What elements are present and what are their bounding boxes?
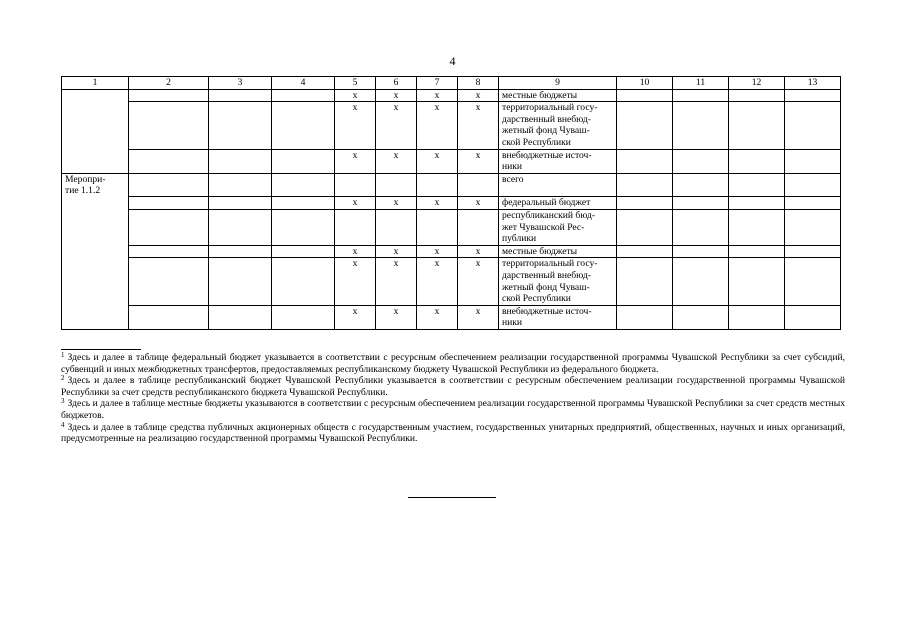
empty-cell: [129, 149, 209, 173]
footnote-3: [61, 398, 845, 421]
empty-cell: [272, 305, 335, 329]
value-cell: [673, 149, 729, 173]
value-cell: [729, 305, 785, 329]
value-cell: [673, 305, 729, 329]
value-cell: [617, 173, 673, 197]
empty-cell: [209, 102, 272, 149]
empty-cell: [129, 245, 209, 258]
value-cell: [729, 102, 785, 149]
table-row: [62, 245, 841, 258]
event-cell: [62, 102, 129, 149]
empty-cell: [129, 258, 209, 305]
value-cell: [785, 258, 841, 305]
funding-source-cell: федеральный бюджет: [499, 197, 617, 210]
footnote-mark: 1: [61, 351, 65, 359]
value-cell: [673, 245, 729, 258]
value-cell: [729, 197, 785, 210]
value-cell: [729, 173, 785, 197]
value-cell: [673, 102, 729, 149]
footnote-4: [61, 422, 845, 445]
header-col-4: 4: [272, 77, 335, 90]
header-col-11: 11: [673, 77, 729, 90]
empty-cell: [272, 258, 335, 305]
x-cell: x: [335, 245, 376, 258]
event-cell: [62, 245, 129, 258]
value-cell: [673, 89, 729, 102]
header-col-6: 6: [376, 77, 417, 90]
x-cell: x: [458, 197, 499, 210]
x-cell: x: [417, 197, 458, 210]
footnote-text: Здесь и далее в таблице местные бюджеты указываются в соответствии с ресурсным обеспечением реализации государственной программы Чувашской Республики за счет средств местных бюджетов.: [61, 398, 845, 421]
value-cell: [617, 210, 673, 246]
x-cell: x: [458, 245, 499, 258]
value-cell: [785, 173, 841, 197]
event-cell: [62, 149, 129, 173]
value-cell: [617, 89, 673, 102]
x-cell: x: [376, 245, 417, 258]
table-row: [62, 102, 841, 149]
event-cell: [62, 305, 129, 329]
x-cell: x: [458, 305, 499, 329]
table-row: [62, 258, 841, 305]
header-col-5: 5: [335, 77, 376, 90]
value-cell: [785, 89, 841, 102]
footnote-2: [61, 375, 845, 398]
x-cell: x: [458, 149, 499, 173]
x-cell: x: [417, 305, 458, 329]
footnote-mark: 3: [61, 397, 65, 406]
header-col-13: 13: [785, 77, 841, 90]
footnote-text: Здесь и далее в таблице республиканский бюджет Чувашской Республики указывается в соответствии с ресурсным обеспечением реализации государственной программы Чувашской Республики за счет средств республиканского бюджета Чувашской Республики.: [61, 375, 845, 398]
value-cell: [673, 258, 729, 305]
header-col-3: 3: [209, 77, 272, 90]
value-cell: [617, 102, 673, 149]
funding-source-cell: территориальный госу- дарственный внебюд- жетный фонд Чуваш- ской Республики: [499, 102, 617, 149]
header-col-1: 1: [62, 77, 129, 90]
x-cell: [335, 173, 376, 197]
header-col-10: 10: [617, 77, 673, 90]
x-cell: x: [417, 149, 458, 173]
empty-cell: [129, 89, 209, 102]
event-cell: [62, 210, 129, 246]
empty-cell: [129, 305, 209, 329]
value-cell: [729, 258, 785, 305]
value-cell: [785, 102, 841, 149]
value-cell: [673, 197, 729, 210]
value-cell: [673, 210, 729, 246]
value-cell: [729, 149, 785, 173]
footnotes: [61, 352, 845, 445]
funding-source-cell: местные бюджеты: [499, 89, 617, 102]
header-col-8: 8: [458, 77, 499, 90]
table-row: [62, 173, 841, 197]
value-cell: [729, 245, 785, 258]
event-cell: [62, 89, 129, 102]
empty-cell: [272, 210, 335, 246]
x-cell: x: [376, 89, 417, 102]
empty-cell: [272, 245, 335, 258]
header-col-2: 2: [129, 77, 209, 90]
empty-cell: [129, 102, 209, 149]
x-cell: x: [335, 102, 376, 149]
x-cell: [376, 210, 417, 246]
value-cell: [673, 173, 729, 197]
event-cell: [62, 197, 129, 210]
value-cell: [729, 89, 785, 102]
empty-cell: [272, 197, 335, 210]
value-cell: [785, 197, 841, 210]
empty-cell: [272, 89, 335, 102]
value-cell: [785, 245, 841, 258]
empty-cell: [209, 89, 272, 102]
footnote-mark: 4: [61, 420, 65, 429]
x-cell: x: [376, 197, 417, 210]
x-cell: [458, 173, 499, 197]
x-cell: [417, 173, 458, 197]
budget-table: [61, 76, 841, 330]
empty-cell: [129, 197, 209, 210]
x-cell: x: [335, 89, 376, 102]
empty-cell: [209, 258, 272, 305]
empty-cell: [209, 245, 272, 258]
funding-source-cell: территориальный госу- дарственный внебюд- жетный фонд Чуваш- ской Республики: [499, 258, 617, 305]
value-cell: [617, 197, 673, 210]
x-cell: [376, 173, 417, 197]
header-col-12: 12: [729, 77, 785, 90]
empty-cell: [209, 305, 272, 329]
x-cell: x: [376, 258, 417, 305]
value-cell: [729, 210, 785, 246]
event-label: Меропри- тие 1.1.2: [62, 173, 129, 197]
x-cell: x: [335, 305, 376, 329]
value-cell: [617, 258, 673, 305]
x-cell: x: [376, 102, 417, 149]
empty-cell: [209, 197, 272, 210]
x-cell: x: [417, 89, 458, 102]
x-cell: x: [417, 102, 458, 149]
x-cell: x: [376, 149, 417, 173]
value-cell: [785, 305, 841, 329]
footnote-mark: 2: [61, 374, 65, 383]
x-cell: [335, 210, 376, 246]
x-cell: [458, 210, 499, 246]
empty-cell: [129, 210, 209, 246]
x-cell: x: [458, 258, 499, 305]
footnote-text: Здесь и далее в таблице федеральный бюджет указывается в соответствии с ресурсным обеспечением реализации государственной программы Чувашской Республики за счет субсидий, субвенций и иных межбюджетных трансфертов, предоставляемых республиканскому бюджету Чувашской Республики из федерального бюджета.: [61, 352, 845, 375]
x-cell: x: [335, 197, 376, 210]
x-cell: x: [417, 258, 458, 305]
funding-source-cell: республиканский бюд- жет Чувашской Рес- публики: [499, 210, 617, 246]
funding-source-cell: внебюджетные источ- ники: [499, 305, 617, 329]
page-number: 4: [449, 54, 456, 68]
header-col-7: 7: [417, 77, 458, 90]
header-col-9: 9: [499, 77, 617, 90]
footnote-1: [61, 352, 845, 375]
value-cell: [785, 149, 841, 173]
value-cell: [785, 210, 841, 246]
empty-cell: [209, 149, 272, 173]
funding-source-cell: внебюджетные источ- ники: [499, 149, 617, 173]
x-cell: x: [417, 245, 458, 258]
empty-cell: [129, 173, 209, 197]
empty-cell: [209, 173, 272, 197]
x-cell: x: [376, 305, 417, 329]
empty-cell: [272, 149, 335, 173]
table-row: [62, 89, 841, 102]
value-cell: [617, 245, 673, 258]
value-cell: [617, 305, 673, 329]
funding-source-cell: всего: [499, 173, 617, 197]
footnote-text: Здесь и далее в таблице средства публичных акционерных обществ с государственным участием, государственных унитарных предприятий, общественных, научных и иных организаций, предусмотренные на реализацию государственной программы Чувашской Республики.: [61, 421, 845, 445]
x-cell: x: [458, 89, 499, 102]
event-cell: [62, 258, 129, 305]
end-line: [408, 497, 496, 498]
table-row: [62, 210, 841, 246]
x-cell: [417, 210, 458, 246]
x-cell: x: [458, 102, 499, 149]
x-cell: x: [335, 258, 376, 305]
table-row: [62, 197, 841, 210]
table-row: [62, 149, 841, 173]
value-cell: [617, 149, 673, 173]
x-cell: x: [335, 149, 376, 173]
empty-cell: [272, 173, 335, 197]
header-row: [62, 77, 841, 90]
funding-source-cell: местные бюджеты: [499, 245, 617, 258]
footnote-separator: [61, 349, 141, 350]
empty-cell: [272, 102, 335, 149]
table-row: [62, 305, 841, 329]
empty-cell: [209, 210, 272, 246]
